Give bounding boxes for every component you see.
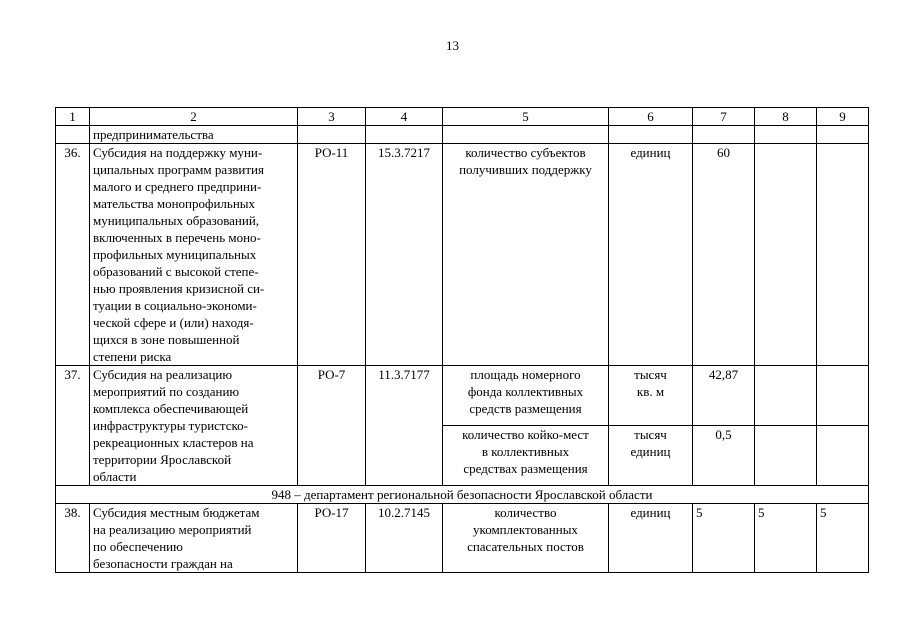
row-unit: единиц xyxy=(609,144,693,366)
row-value-8 xyxy=(755,426,817,486)
row-name: Субсидия на реализацию мероприятий по созданию комплекса обеспечивающей инфраструктуры туристско- рекреационных кластеров на территории Ярославской области xyxy=(90,366,298,486)
row-kbk: 11.3.7177 xyxy=(366,366,443,486)
row-value-9 xyxy=(817,366,869,426)
header-col-9: 9 xyxy=(817,108,869,126)
header-col-5: 5 xyxy=(443,108,609,126)
table-row-38 xyxy=(56,504,869,573)
row-value-8: 5 xyxy=(755,504,817,573)
row-number: 37. xyxy=(56,366,90,486)
header-col-2: 2 xyxy=(90,108,298,126)
header-col-7: 7 xyxy=(693,108,755,126)
row-indicator: количество койко-мест в коллективных средствах размещения xyxy=(443,426,609,486)
header-col-6: 6 xyxy=(609,108,693,126)
row-number: 38. xyxy=(56,504,90,573)
row-unit: единиц xyxy=(609,504,693,573)
row-unit: тысяч кв. м xyxy=(609,366,693,426)
row-code: РО-17 xyxy=(298,504,366,573)
row-kbk: 10.2.7145 xyxy=(366,504,443,573)
section-title: 948 – департамент региональной безопасности Ярославской области xyxy=(56,486,869,504)
row-value-8 xyxy=(755,144,817,366)
table-row-36 xyxy=(56,144,869,366)
row-unit: тысяч единиц xyxy=(609,426,693,486)
row-value-9: 5 xyxy=(817,504,869,573)
table-row-37a xyxy=(56,366,869,426)
row-value-7: 42,87 xyxy=(693,366,755,426)
row-value-7: 5 xyxy=(693,504,755,573)
row-indicator: количество субъектов получивших поддержку xyxy=(443,144,609,366)
header-col-3: 3 xyxy=(298,108,366,126)
row-name: Субсидия местным бюджетам на реализацию мероприятий по обеспечению безопасности граждан на xyxy=(90,504,298,573)
header-col-8: 8 xyxy=(755,108,817,126)
row-value-7: 60 xyxy=(693,144,755,366)
header-row xyxy=(56,108,869,126)
row-code: РО-7 xyxy=(298,366,366,486)
page-number: 13 xyxy=(446,38,459,53)
header-col-1: 1 xyxy=(56,108,90,126)
row-code: РО-11 xyxy=(298,144,366,366)
row-value-8 xyxy=(755,366,817,426)
row-indicator: количество укомплектованных спасательных постов xyxy=(443,504,609,573)
row-number: 36. xyxy=(56,144,90,366)
continued-name: предпринимательства xyxy=(90,126,298,144)
row-indicator: площадь номерного фонда коллективных средств размещения xyxy=(443,366,609,426)
row-value-9 xyxy=(817,426,869,486)
row-kbk: 15.3.7217 xyxy=(366,144,443,366)
row-value-9 xyxy=(817,144,869,366)
section-row xyxy=(56,486,869,504)
row-value-7: 0,5 xyxy=(693,426,755,486)
subsidy-table xyxy=(55,107,869,573)
header-col-4: 4 xyxy=(366,108,443,126)
table-row-continued xyxy=(56,126,869,144)
row-name: Субсидия на поддержку муни- ципальных программ развития малого и среднего предприни- мательства монопрофильных муниципальных образований, включенных в перечень моно- профильных муниципальных образований с высокой степе- нью проявления кризисной си- туации в социально-экономи- ческой сфере и (или) находя- щихся в зоне повышенной степени риска xyxy=(90,144,298,366)
